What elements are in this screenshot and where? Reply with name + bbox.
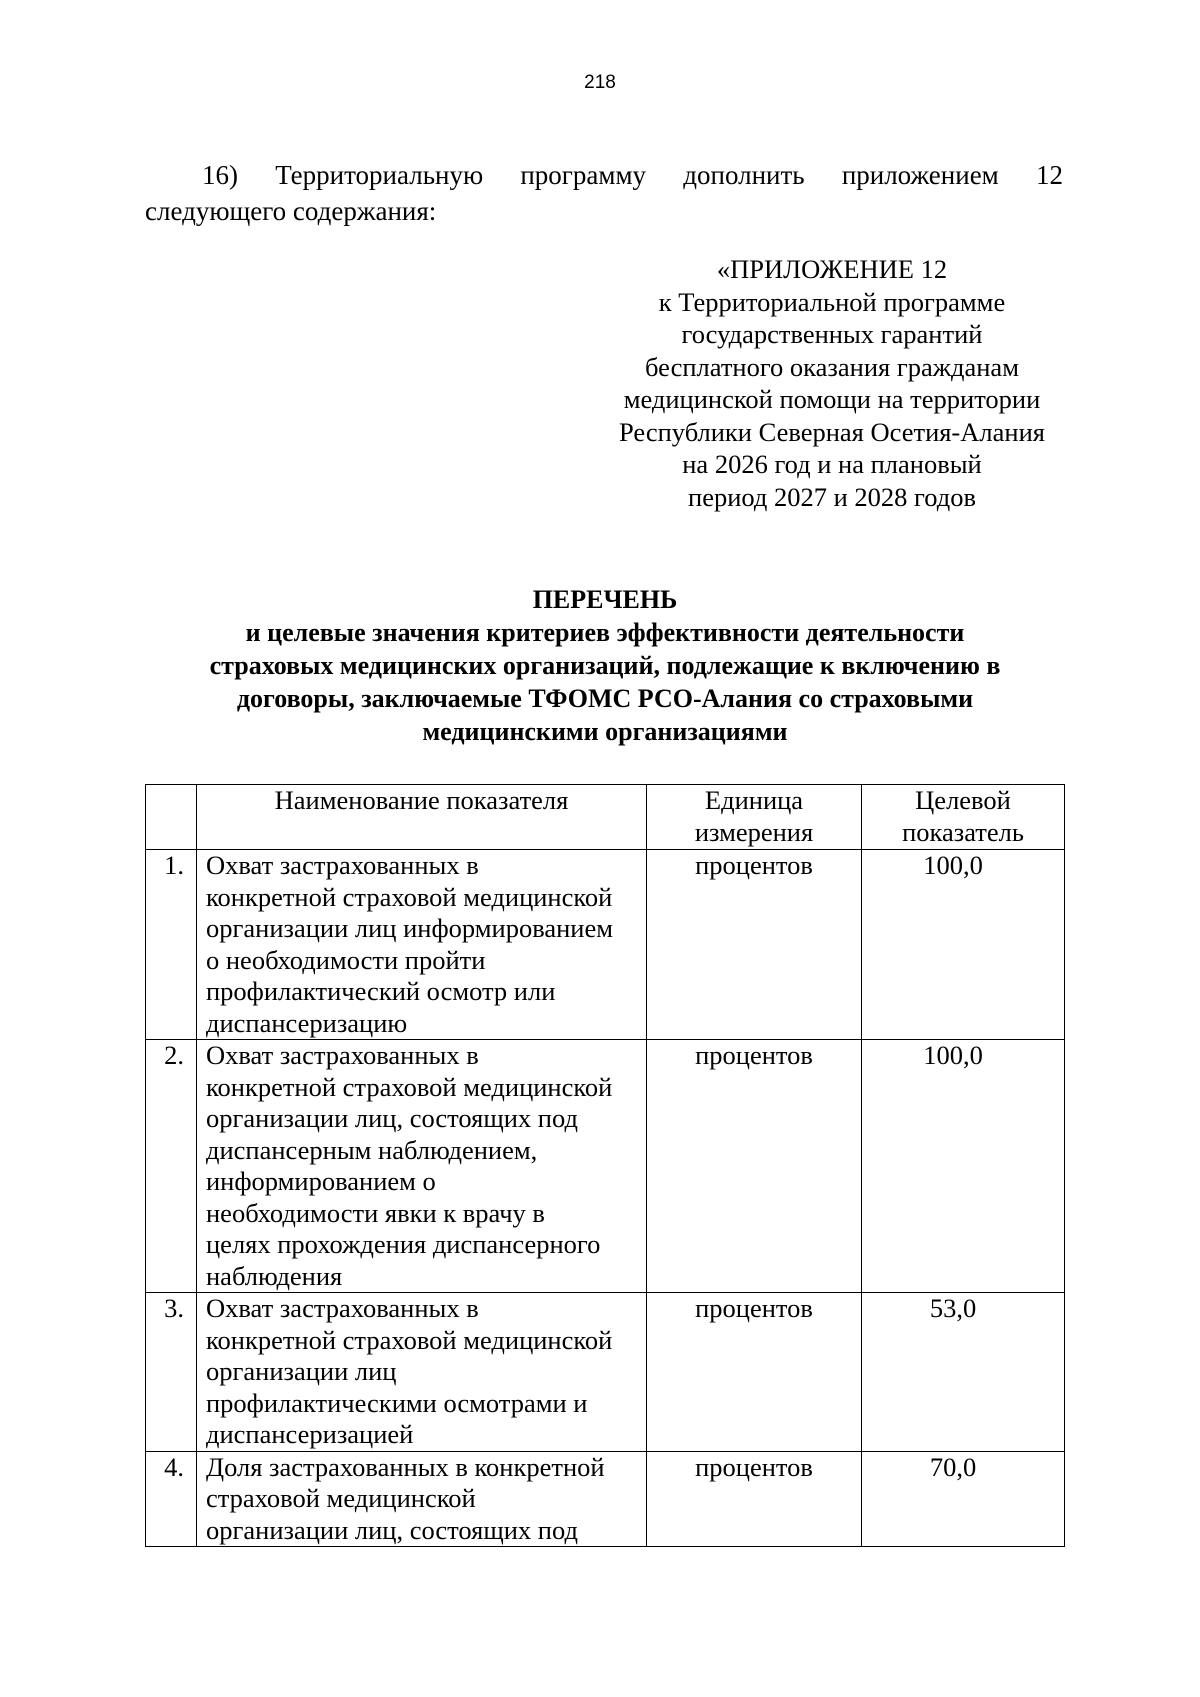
intro-word: программу bbox=[520, 160, 647, 190]
row-name bbox=[197, 1040, 647, 1293]
intro-word: 16) bbox=[202, 160, 238, 190]
intro-word: 12 bbox=[1035, 160, 1063, 190]
header-target-line: Целевой bbox=[915, 785, 1011, 815]
row-name-line: диспансерным наблюдением, bbox=[206, 1134, 538, 1165]
criteria-table bbox=[145, 784, 1065, 1547]
row-name-line: Доля застрахованных в конкретной bbox=[206, 1451, 605, 1482]
title-line: и целевые значения критериев эффективности деятельности bbox=[245, 618, 965, 647]
row-name-line: конкретной страховой медицинской bbox=[206, 1324, 613, 1355]
row-name-line: необходимости явки к врачу в bbox=[206, 1197, 545, 1228]
row-name-line: о необходимости пройти bbox=[206, 944, 486, 975]
row-unit: процентов bbox=[647, 1451, 862, 1547]
row-num: 4. bbox=[146, 1451, 197, 1547]
appendix-line: государственных гарантий bbox=[681, 319, 983, 349]
row-name-line: целях прохождения диспансерного bbox=[206, 1229, 601, 1259]
intro-line-2: следующего содержания: bbox=[145, 196, 437, 226]
row-num: 1. bbox=[146, 850, 197, 1040]
row-name-line: организации лиц bbox=[206, 1356, 397, 1386]
table-row bbox=[146, 1451, 1065, 1547]
row-name-line: организации лиц информированием bbox=[206, 913, 614, 943]
row-name-line: профилактическими осмотрами и bbox=[206, 1387, 588, 1418]
intro-word: Территориальную bbox=[275, 160, 484, 190]
row-name-line: Охват застрахованных в bbox=[206, 850, 479, 880]
appendix-line: бесплатного оказания гражданам bbox=[645, 351, 1019, 382]
header-target-line: показатель bbox=[902, 816, 1024, 847]
row-num: 2. bbox=[146, 1040, 197, 1293]
row-name bbox=[197, 1451, 647, 1547]
title-line: договоры, заключаемые ТФОМС РСО-Алания со страховыми bbox=[236, 684, 974, 713]
table-header-row bbox=[146, 785, 1065, 850]
title-line: ПЕРЕЧЕНЬ bbox=[532, 585, 678, 614]
table-row bbox=[146, 850, 1065, 1040]
row-name-line: страховой медицинской bbox=[206, 1483, 476, 1513]
appendix-line: период 2027 и 2028 годов bbox=[688, 481, 976, 512]
row-unit: процентов bbox=[647, 1293, 862, 1452]
row-target: 100,0 bbox=[862, 1040, 1065, 1293]
table-row bbox=[146, 1040, 1065, 1293]
header-unit-line: измерения bbox=[694, 816, 814, 847]
row-name-line: диспансеризацией bbox=[206, 1419, 414, 1449]
row-name-line: диспансеризацию bbox=[206, 1007, 408, 1038]
intro-paragraph bbox=[145, 157, 1063, 229]
row-name bbox=[197, 850, 647, 1040]
header-num bbox=[146, 785, 197, 850]
row-name-line: профилактический осмотр или bbox=[206, 976, 556, 1006]
appendix-line: на 2026 год и на плановый bbox=[682, 449, 982, 479]
row-name-line: наблюдения bbox=[206, 1260, 343, 1291]
row-target: 100,0 bbox=[862, 850, 1065, 1040]
row-name-line: конкретной страховой медицинской bbox=[206, 881, 613, 912]
appendix-header bbox=[587, 253, 1077, 513]
title-line: медицинскими организациями bbox=[422, 717, 788, 746]
intro-word: дополнить bbox=[683, 160, 805, 190]
row-name bbox=[197, 1293, 647, 1452]
row-name-line: Охват застрахованных в bbox=[206, 1293, 479, 1323]
row-name-line: Охват застрахованных в bbox=[206, 1040, 479, 1070]
appendix-line: медицинской помощи на территории bbox=[623, 384, 1041, 414]
page-number: 218 bbox=[584, 72, 616, 93]
row-target: 53,0 bbox=[862, 1293, 1065, 1452]
document-title bbox=[150, 583, 1060, 748]
row-name-line: организации лиц, состоящих под bbox=[206, 1103, 578, 1133]
header-name: Наименование показателя bbox=[197, 785, 647, 850]
row-num: 3. bbox=[146, 1293, 197, 1452]
table-row bbox=[146, 1293, 1065, 1452]
appendix-line: «ПРИЛОЖЕНИЕ 12 bbox=[716, 254, 948, 284]
row-unit: процентов bbox=[647, 1040, 862, 1293]
row-name-line: информированием о bbox=[206, 1166, 436, 1196]
row-unit: процентов bbox=[647, 850, 862, 1040]
title-line: страховых медицинских организаций, подлежащие к включению в bbox=[209, 651, 1001, 680]
appendix-line: Республики Северная Осетия-Алания bbox=[619, 416, 1045, 447]
intro-line-1 bbox=[145, 157, 1063, 193]
row-name-line: организации лиц, состоящих под bbox=[206, 1514, 578, 1545]
appendix-line: к Территориальной программе bbox=[658, 286, 1006, 317]
row-name-line: конкретной страховой медицинской bbox=[206, 1071, 613, 1102]
intro-word: приложением bbox=[841, 160, 999, 190]
header-target bbox=[862, 785, 1065, 850]
row-target: 70,0 bbox=[862, 1451, 1065, 1547]
header-unit-line: Единица bbox=[704, 785, 804, 815]
header-unit bbox=[647, 785, 862, 850]
